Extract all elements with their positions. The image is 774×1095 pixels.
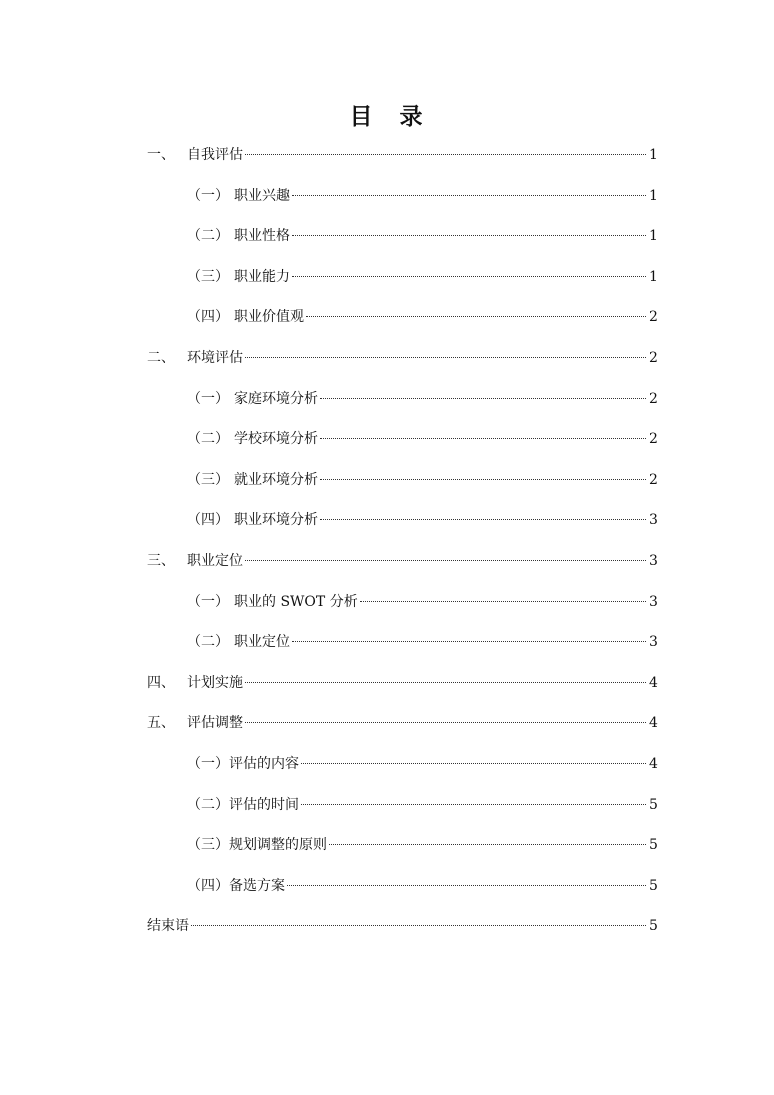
toc-entry-label: （三）规划调整的原则 xyxy=(187,837,327,854)
toc-entry-number: 五、 xyxy=(147,715,175,732)
toc-entry[interactable] xyxy=(147,793,657,834)
toc-entry[interactable] xyxy=(147,184,657,225)
toc-entry-page: 4 xyxy=(649,755,658,772)
page-title: 目 录 xyxy=(349,103,425,130)
toc-entry[interactable] xyxy=(147,305,657,346)
dot-leader xyxy=(287,885,646,886)
toc-entry-number: （三） xyxy=(187,268,229,285)
toc-entry[interactable] xyxy=(147,549,657,590)
toc-entry-page: 2 xyxy=(649,431,658,448)
dot-leader xyxy=(245,682,646,683)
toc-entry-page: 5 xyxy=(649,837,658,854)
toc-entry-page: 5 xyxy=(649,796,658,813)
toc-entry-page: 4 xyxy=(649,674,658,691)
toc-entry-label: 评估调整 xyxy=(187,715,243,732)
dot-leader xyxy=(292,235,646,236)
toc-entry-page: 1 xyxy=(649,147,658,163)
toc-entry-number: 二、 xyxy=(147,349,175,366)
toc-entry-label: 学校环境分析 xyxy=(234,431,318,448)
toc-entry[interactable] xyxy=(147,346,657,387)
dot-leader xyxy=(301,804,646,805)
toc-entry-page: 3 xyxy=(649,634,658,651)
toc-entry-number: 一、 xyxy=(147,147,175,163)
toc-entry-number: 四、 xyxy=(147,674,175,691)
toc-entry[interactable] xyxy=(147,224,657,265)
toc-entry-label: 职业定位 xyxy=(234,634,290,651)
toc-entry-page: 1 xyxy=(649,187,658,204)
dot-leader xyxy=(320,519,646,520)
toc-entry-number: 三、 xyxy=(147,552,175,569)
toc-entry-label: 职业的 SWOT 分析 xyxy=(234,593,358,610)
toc-entry-label: 结束语 xyxy=(147,918,189,935)
toc-entry-label: 家庭环境分析 xyxy=(234,390,318,407)
dot-leader xyxy=(292,195,646,196)
toc-entry-label: 计划实施 xyxy=(187,674,243,691)
toc-entry-page: 1 xyxy=(649,268,658,285)
toc-entry-label: （二）评估的时间 xyxy=(187,796,299,813)
toc-entry-page: 3 xyxy=(649,512,658,529)
toc-entry[interactable] xyxy=(147,833,657,874)
dot-leader xyxy=(292,276,646,277)
dot-leader xyxy=(301,763,646,764)
toc-entry-number: （二） xyxy=(187,634,229,651)
toc-entry-page: 5 xyxy=(649,918,658,935)
dot-leader xyxy=(306,316,646,317)
toc-entry-page: 2 xyxy=(649,349,658,366)
toc-entry[interactable] xyxy=(147,265,657,306)
toc-entry[interactable] xyxy=(147,671,657,712)
toc-entry-number: （一） xyxy=(187,593,229,610)
dot-leader xyxy=(245,722,646,723)
toc-entry-number: （一） xyxy=(187,390,229,407)
toc-entry-page: 2 xyxy=(649,390,658,407)
toc-entry-page: 4 xyxy=(649,715,658,732)
toc-entry-label: 环境评估 xyxy=(187,349,243,366)
dot-leader xyxy=(360,601,646,602)
dot-leader xyxy=(320,398,646,399)
toc-entry-label: 职业能力 xyxy=(234,268,290,285)
toc-entry-number: （二） xyxy=(187,431,229,448)
toc-entry[interactable] xyxy=(147,914,657,955)
toc-entry-label: 自我评估 xyxy=(187,147,243,163)
toc-entry-number: （三） xyxy=(187,471,229,488)
toc-entry[interactable] xyxy=(147,468,657,509)
toc-entry-label: 职业性格 xyxy=(234,228,290,245)
dot-leader xyxy=(292,641,646,642)
toc-entry-number: （四） xyxy=(187,309,229,326)
toc-entry[interactable] xyxy=(147,143,657,184)
dot-leader xyxy=(245,560,646,561)
toc-entry[interactable] xyxy=(147,590,657,631)
toc-entry-number: （二） xyxy=(187,228,229,245)
toc-entry-page: 2 xyxy=(649,471,658,488)
toc-entry[interactable] xyxy=(147,874,657,915)
toc-entry-label: 职业环境分析 xyxy=(234,512,318,529)
toc-entry-label: 职业兴趣 xyxy=(234,187,290,204)
toc-entry-page: 1 xyxy=(649,228,658,245)
toc-entry[interactable] xyxy=(147,508,657,549)
toc-entry-page: 3 xyxy=(649,593,658,610)
toc-entry-label: 职业价值观 xyxy=(234,309,304,326)
toc-entry[interactable] xyxy=(147,427,657,468)
dot-leader xyxy=(329,844,646,845)
toc-entry-label: （四）备选方案 xyxy=(187,877,285,894)
toc-entry[interactable] xyxy=(147,387,657,428)
toc-entry-page: 3 xyxy=(649,552,658,569)
dot-leader xyxy=(245,154,646,155)
toc-entry-number: （四） xyxy=(187,512,229,529)
toc-entry-label: 职业定位 xyxy=(187,552,243,569)
dot-leader xyxy=(191,925,646,926)
toc-entry[interactable] xyxy=(147,752,657,793)
dot-leader xyxy=(320,438,646,439)
toc-entry-label: （一）评估的内容 xyxy=(187,755,299,772)
toc-entry-label: 就业环境分析 xyxy=(234,471,318,488)
toc-entry-page: 2 xyxy=(649,309,658,326)
toc-entry[interactable] xyxy=(147,711,657,752)
toc-entry[interactable] xyxy=(147,630,657,671)
toc-entry-page: 5 xyxy=(649,877,658,894)
dot-leader xyxy=(245,357,646,358)
dot-leader xyxy=(320,479,646,480)
table-of-contents xyxy=(147,143,657,955)
toc-entry-number: （一） xyxy=(187,187,229,204)
